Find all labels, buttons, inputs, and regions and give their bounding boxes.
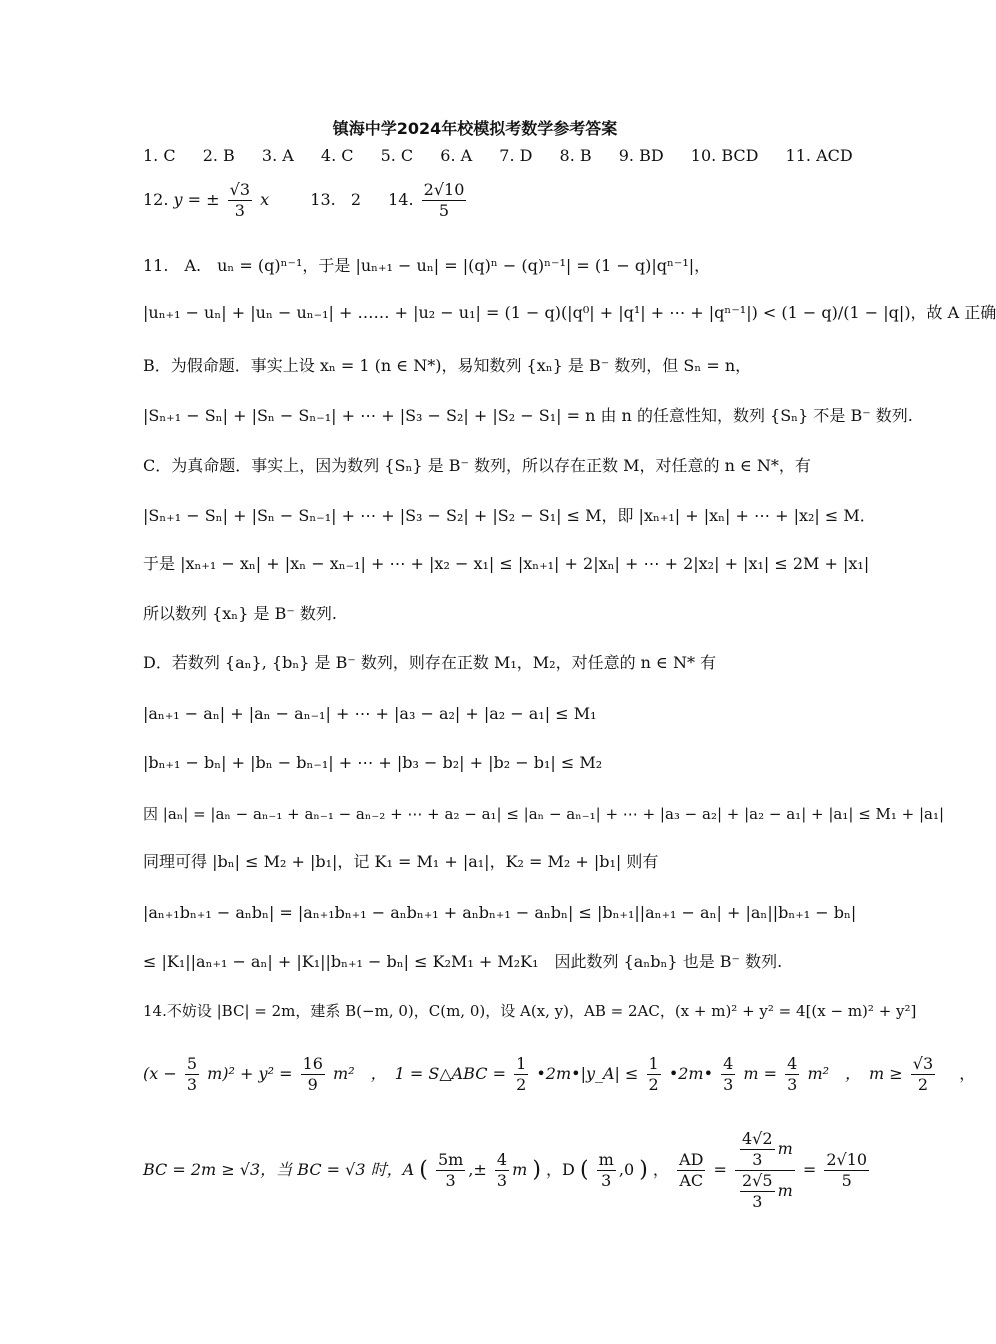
sol14-l3-a: BC = 2m ≥ √3，当 BC = √3 时，A [143,1160,415,1179]
sol11-c-line1: C．为真命题．事实上，因为数列 {Sₙ} 是 B⁻ 数列，所以存在正数 M，对任意的 n ∈ N*，有 [143,456,811,475]
frac-4sqrt2-3-num: 4√2 [742,1129,773,1148]
frac-4sqrt2-3 [740,1129,775,1170]
sol11-d-line4: 因 |aₙ| = |aₙ − aₙ₋₁ + aₙ₋₁ − aₙ₋₂ + ⋯ + a₂ − a₁| ≤ |aₙ − aₙ₋₁| + ⋯ + |a₃ − a₂| + |a₂ − a₁| + |a₁| ≤ M₁ + |a₁| [143,805,945,823]
frac-4sqrt2-3-den: 3 [752,1150,763,1169]
sol14-l2-h: ， [943,1064,976,1083]
sol11-b-line1: B．为假命题．事实上设 xₙ = 1 (n ∈ N*)，易知数列 {xₙ} 是 B⁻ 数列，但 Sₙ = n， [143,356,752,375]
answer-5: 5. C [380,146,414,165]
frac-5-3-den: 3 [186,1075,198,1094]
ratio-num-m: m [777,1139,793,1158]
frac-result-num: 2√10 [826,1150,868,1169]
sol14-line1: 14.不妨设 |BC| = 2m，建系 B(−m, 0)，C(m, 0)，设 A(x, y)，AB = 2AC，(x + m)² + y² = 4[(x − m)² + y²] [143,1002,917,1020]
frac-5-3-num: 5 [186,1054,198,1073]
paren-open-a: ( [419,1157,428,1183]
frac-5m-3-den: 3 [445,1171,456,1190]
sol14-line2 [143,1052,975,1096]
q13-answer: 2 [350,190,361,209]
a-coord-pm: ± [473,1160,487,1179]
paren-close-d: ) [639,1157,648,1183]
frac-ac: AC [679,1171,704,1190]
frac-2sqrt5-3-num: 2√5 [742,1171,773,1190]
sol14-line3: BC = 2m ≥ √3，当 BC = √3 时，A ( $\frac{5m}{3}$ ,± $\frac{4}{3}$ m ) ，D ( $\frac{m}{3}$ ,0 ) ， $\frac{AD}{AC}$ = $\frac{4√2}{3}$ m $\frac{2√5}{3}$ m = $\frac{2√10}{5}$ [143,1129,868,1211]
sol11-d-line5: 同理可得 |bₙ| ≤ M₂ + |b₁|，记 K₁ = M₁ + |a₁|，K₂ = M₂ + |b₁| 则有 [143,852,659,871]
frac-1-2-b [647,1054,661,1095]
answer-4: 4. C [320,146,354,165]
sol11-d-line7: ≤ |K₁||aₙ₊₁ − aₙ| + |K₁||bₙ₊₁ − bₙ| ≤ K₂M₁ + M₂K₁ 因此数列 {aₙbₙ} 也是 B⁻ 数列. [143,952,783,971]
frac-result-den: 5 [841,1171,852,1190]
frac-ratio [735,1129,795,1212]
ratio-den-m: m [777,1181,793,1200]
sol11-c-line2: |Sₙ₊₁ − Sₙ| + |Sₙ − Sₙ₋₁| + ⋯ + |S₃ − S₂| + |S₂ − S₁| ≤ M，即 |xₙ₊₁| + |xₙ| + ⋯ + |x₂| ≤ M． [143,506,876,525]
frac-sqrt3-2-den: 2 [917,1075,929,1094]
q13-label: 13. [310,190,336,209]
sol14-l2-b: m)² + y² = [207,1064,298,1083]
q12-den: 3 [234,201,245,220]
frac-ratio-num [735,1129,795,1171]
paren-close-a: ) [532,1157,541,1183]
frac-m-3 [597,1150,616,1191]
sol14-l2-e: •2m• [668,1064,714,1083]
frac-5m-3 [436,1150,465,1191]
page-title: 镇海中学2024年校模拟考数学参考答案 [332,119,618,138]
frac-4-3-a-den: 3 [723,1075,734,1094]
sol11-c-line4: 所以数列 {xₙ} 是 B⁻ 数列. [143,604,337,623]
frac-1-2-a [514,1054,528,1095]
frac-4-3-b-num: 4 [787,1054,798,1073]
sol11-b-line2: |Sₙ₊₁ − Sₙ| + |Sₙ − Sₙ₋₁| + ⋯ + |S₃ − S₂| + |S₂ − S₁| = n 由 n 的任意性知，数列 {Sₙ} 不是 B⁻ 数列. [143,406,913,425]
frac-4-3-c-den: 3 [496,1171,508,1190]
q12-expr-a: y = ± [173,190,220,209]
frac-sqrt3-2-num: √3 [912,1054,934,1073]
sol14-l2-d: •2m•|y_A| ≤ [536,1064,644,1083]
answer-9: 9. BD [618,146,664,165]
frac-m-3-num: m [598,1150,614,1169]
paren-open-d: ( [579,1157,589,1183]
answer-11: 11. ACD [785,146,853,165]
frac-2sqrt5-3-den: 3 [752,1192,763,1211]
answer-1: 1. C [143,146,176,165]
q12-fraction [228,180,252,221]
frac-1-2-a-den: 2 [516,1075,527,1094]
answer-8: 8. B [559,146,592,165]
q12-num: √3 [229,180,251,199]
frac-4-3-c-num: 4 [496,1150,508,1169]
frac-4-3-c [495,1150,509,1191]
sol14-l2-f: m = [743,1064,783,1083]
frac-16-9 [301,1054,325,1095]
frac-ad: AD [679,1150,704,1169]
frac-4-3-a [721,1054,735,1095]
sol14-l3-b: ，D [546,1160,575,1179]
sol14-l2-c: m² ， 1 = S△ABC = [333,1064,512,1083]
q12-label: 12. [143,190,169,209]
frac-1-2-a-num: 1 [516,1054,527,1073]
answer-6: 6. A [440,146,473,165]
sol11-d-line6: |aₙ₊₁bₙ₊₁ − aₙbₙ| = |aₙ₊₁bₙ₊₁ − aₙbₙ₊₁ + aₙbₙ₊₁ − aₙbₙ| ≤ |bₙ₊₁||aₙ₊₁ − aₙ| + |aₙ||bₙ₊₁ − bₙ| [143,903,857,922]
answer-key-row [143,145,875,167]
sol14-l3-c: ， [652,1160,669,1179]
frac-ad-ac [677,1150,705,1191]
d-coord-zero: 0 [623,1160,635,1179]
answer-10: 10. BCD [690,146,759,165]
sol14-l2-g: m² ， m ≥ [807,1064,908,1083]
q14-num: 2√10 [423,180,465,199]
answer-2: 2. B [202,146,235,165]
sol11-c-line3: 于是 |xₙ₊₁ − xₙ| + |xₙ − xₙ₋₁| + ⋯ + |x₂ − x₁| ≤ |xₙ₊₁| + 2|xₙ| + ⋯ + 2|x₂| + |x₁| ≤ 2M + |x₁| [143,554,870,573]
frac-2sqrt5-3 [740,1171,775,1212]
frac-1-2-b-den: 2 [648,1075,659,1094]
q12-expr-b: x [260,190,270,209]
frac-5m-3-num: 5m [437,1150,464,1169]
frac-4-3-a-num: 4 [723,1054,734,1073]
q14-label: 14. [388,190,414,209]
frac-16-9-den: 9 [307,1075,318,1094]
frac-sqrt3-2 [911,1054,935,1095]
answers-12-14 [143,178,469,222]
frac-result [824,1150,869,1191]
answer-7: 7. D [499,146,533,165]
sol11-d-line1: D．若数列 {aₙ}, {bₙ} 是 B⁻ 数列，则存在正数 M₁，M₂，对任意的 n ∈ N* 有 [143,653,717,672]
sol11-a-line1: 11. A. uₙ = (q)ⁿ⁻¹，于是 |uₙ₊₁ − uₙ| = |(q)ⁿ − (q)ⁿ⁻¹| = (1 − q)|qⁿ⁻¹|， [143,256,711,275]
frac-5-3 [185,1054,199,1095]
sol11-a-line2: |uₙ₊₁ − uₙ| + |uₙ − uₙ₋₁| + …… + |u₂ − u₁| = (1 − q)(|q⁰| + |q¹| + ⋯ + |qⁿ⁻¹|) < (1 − q)/(1 − |q|)，故 A 正确 [143,303,996,322]
frac-m-3-den: 3 [601,1171,612,1190]
sol14-l2-a: (x − [143,1064,182,1083]
frac-1-2-b-num: 1 [648,1054,659,1073]
frac-4-3-b-den: 3 [787,1075,798,1094]
q14-den: 5 [438,201,450,220]
sol11-d-line2: |aₙ₊₁ − aₙ| + |aₙ − aₙ₋₁| + ⋯ + |a₃ − a₂| + |a₂ − a₁| ≤ M₁ [143,704,597,723]
frac-4-3-b [785,1054,799,1095]
frac-16-9-num: 16 [302,1054,323,1073]
sol11-d-line3: |bₙ₊₁ − bₙ| + |bₙ − bₙ₋₁| + ⋯ + |b₃ − b₂| + |b₂ − b₁| ≤ M₂ [143,753,603,772]
a-coord-m: m [512,1160,528,1179]
answer-3: 3. A [261,146,294,165]
q14-fraction [422,180,467,221]
frac-ratio-den [735,1171,795,1212]
